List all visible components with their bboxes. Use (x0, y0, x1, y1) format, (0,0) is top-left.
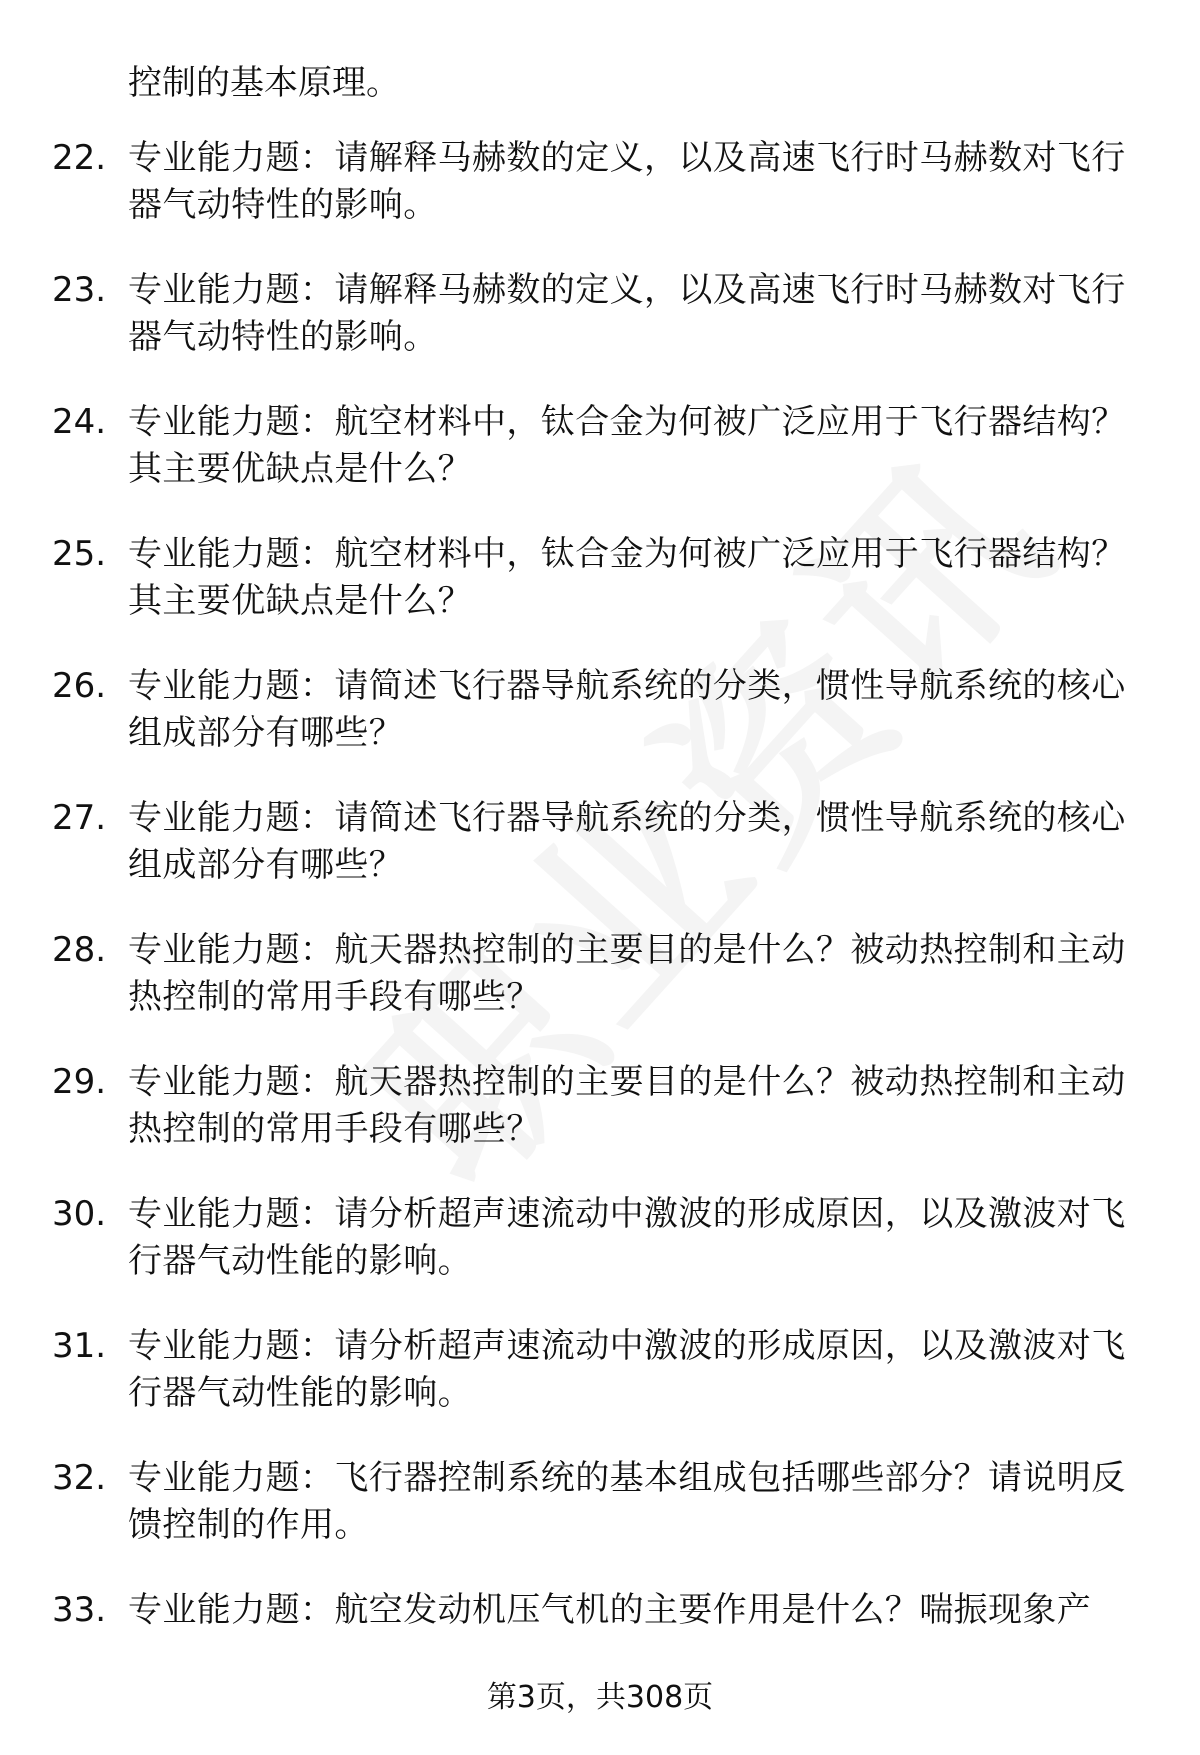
question-text: 专业能力题：飞行器控制系统的基本组成包括哪些部分？请说明反馈控制的作用。 (128, 1458, 1126, 1545)
question-number: 32. (52, 1458, 107, 1498)
question-number: 31. (52, 1326, 107, 1366)
question-item (0, 927, 1200, 1059)
question-text: 专业能力题：请解释马赫数的定义，以及高速飞行时马赫数对飞行器气动特性的影响。 (128, 138, 1126, 225)
question-text: 专业能力题：请简述飞行器导航系统的分类，惯性导航系统的核心组成部分有哪些？ (128, 798, 1126, 885)
question-number: 28. (52, 930, 107, 970)
question-number: 23. (52, 270, 107, 310)
question-text: 专业能力题：请解释马赫数的定义，以及高速飞行时马赫数对飞行器气动特性的影响。 (128, 270, 1126, 357)
question-number: 22. (52, 138, 107, 178)
question-item (0, 1191, 1200, 1323)
question-number: 33. (52, 1590, 107, 1630)
question-number: 30. (52, 1194, 107, 1234)
question-item (0, 531, 1200, 663)
question-text: 专业能力题：请分析超声速流动中激波的形成原因，以及激波对飞行器气动性能的影响。 (128, 1326, 1126, 1413)
question-number: 24. (52, 402, 107, 442)
question-number: 26. (52, 666, 107, 706)
question-text: 专业能力题：航空材料中，钛合金为何被广泛应用于飞行器结构？其主要优缺点是什么？ (128, 534, 1126, 621)
question-item (0, 135, 1200, 267)
question-text: 专业能力题：请分析超声速流动中激波的形成原因，以及激波对飞行器气动性能的影响。 (128, 1194, 1126, 1281)
question-item (0, 1455, 1200, 1587)
question-number: 25. (52, 534, 107, 574)
question-item (0, 267, 1200, 399)
question-text: 专业能力题：航空材料中，钛合金为何被广泛应用于飞行器结构？其主要优缺点是什么？ (128, 402, 1126, 489)
question-item (0, 663, 1200, 795)
question-text: 专业能力题：请简述飞行器导航系统的分类，惯性导航系统的核心组成部分有哪些？ (128, 666, 1126, 753)
question-text: 专业能力题：航天器热控制的主要目的是什么？被动热控制和主动热控制的常用手段有哪些？ (128, 930, 1126, 1017)
question-item (0, 399, 1200, 531)
continuation-text: 控制的基本原理。 (128, 63, 400, 103)
question-item (0, 1323, 1200, 1455)
question-item (0, 795, 1200, 927)
question-text: 专业能力题：航天器热控制的主要目的是什么？被动热控制和主动热控制的常用手段有哪些？ (128, 1062, 1126, 1149)
question-list (0, 135, 1200, 1719)
question-number: 29. (52, 1062, 107, 1102)
question-item (0, 1059, 1200, 1191)
page-footer: 第3页，共308页 (486, 1680, 714, 1715)
question-text: 专业能力题：航空发动机压气机的主要作用是什么？喘振现象产 (128, 1590, 1092, 1630)
question-number: 27. (52, 798, 107, 838)
